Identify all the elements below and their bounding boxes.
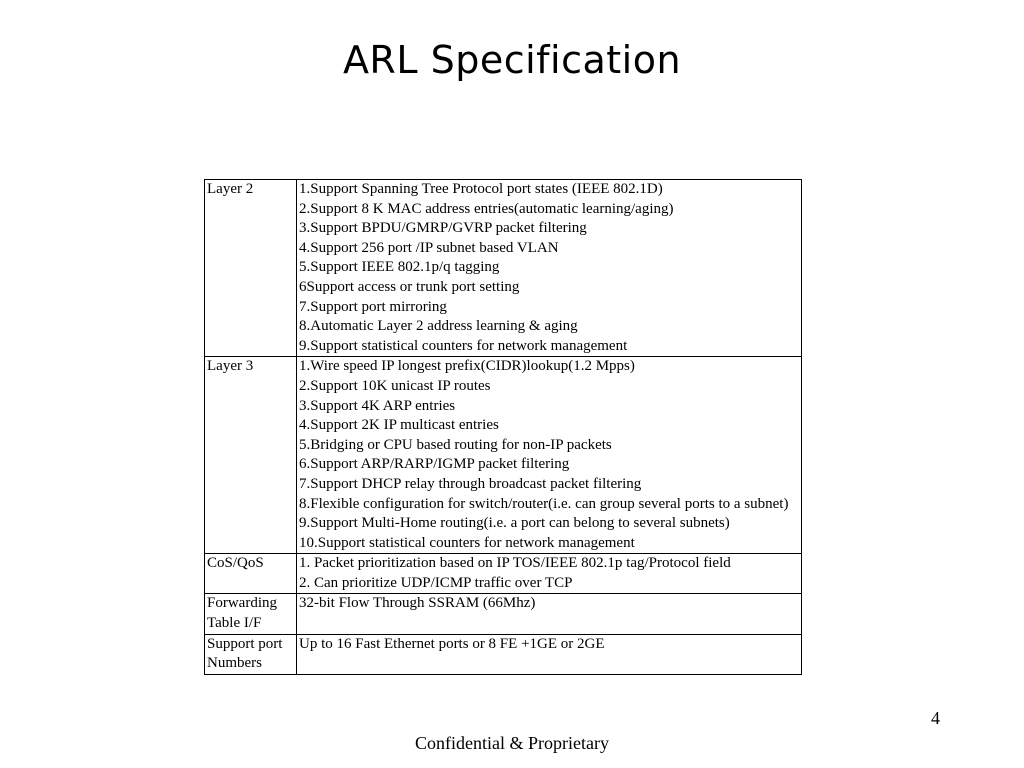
category-cell: Layer 2 <box>205 180 297 357</box>
spec-item: 1. Packet prioritization based on IP TOS/IEEE 802.1p tag/Protocol field <box>299 555 731 572</box>
spec-item: 1.Support Spanning Tree Protocol port states (IEEE 802.1D) <box>299 181 663 197</box>
spec-item: 10.Support statistical counters for network management <box>299 534 635 551</box>
spec-item: 4.Support 2K IP multicast entries <box>299 417 499 434</box>
category-cell: Forwarding Table I/F <box>205 594 297 634</box>
spec-item: 3.Support BPDU/GMRP/GVRP packet filtering <box>299 220 587 237</box>
spec-item: 4.Support 256 port /IP subnet based VLAN <box>299 239 559 256</box>
spec-cell <box>297 180 802 357</box>
spec-item: 9.Support statistical counters for network management <box>299 337 628 354</box>
spec-item: 2. Can prioritize UDP/ICMP traffic over TCP <box>299 574 573 591</box>
spec-item: 8.Automatic Layer 2 address learning & aging <box>299 318 578 335</box>
spec-item: 2.Support 8 K MAC address entries(automatic learning/aging) <box>299 200 674 217</box>
table-row-layer-2 <box>205 180 802 357</box>
spec-table <box>204 179 802 675</box>
category-cell: Support port Numbers <box>205 634 297 674</box>
spec-item: 6Support access or trunk port setting <box>299 278 520 295</box>
spec-item: 7.Support port mirroring <box>299 298 447 315</box>
spec-cell <box>297 634 802 674</box>
category-cell: CoS/QoS <box>205 554 297 594</box>
spec-item: 1.Wire speed IP longest prefix(CIDR)lookup(1.2 Mpps) <box>299 358 635 375</box>
slide-title: ARL Specification <box>342 38 682 82</box>
spec-item: Up to 16 Fast Ethernet ports or 8 FE +1GE or 2GE <box>299 635 605 652</box>
slide-number: 4 <box>931 708 940 728</box>
spec-item: 32-bit Flow Through SSRAM (66Mhz) <box>299 595 536 612</box>
spec-item: 7.Support DHCP relay through broadcast packet filtering <box>299 475 642 492</box>
spec-item: 6.Support ARP/RARP/IGMP packet filtering <box>299 456 570 473</box>
spec-item: 5.Bridging or CPU based routing for non-IP packets <box>299 436 612 453</box>
table-row-cos-qos <box>205 554 802 594</box>
category-cell: Layer 3 <box>205 357 297 554</box>
footer-text: Confidential & Proprietary <box>415 733 609 753</box>
spec-cell <box>297 594 802 634</box>
spec-item: 5.Support IEEE 802.1p/q tagging <box>299 259 500 276</box>
table-row-forwarding-table <box>205 594 802 634</box>
table-row-layer-3 <box>205 357 802 554</box>
spec-item: 8.Flexible configuration for switch/router(i.e. can group several ports to a subnet) <box>299 495 789 512</box>
spec-item: 3.Support 4K ARP entries <box>299 397 456 414</box>
spec-cell <box>297 554 802 594</box>
spec-cell <box>297 357 802 554</box>
spec-item: 2.Support 10K unicast IP routes <box>299 377 491 394</box>
spec-item: 9.Support Multi-Home routing(i.e. a port can belong to several subnets) <box>299 515 730 532</box>
table-row-port-numbers <box>205 634 802 674</box>
